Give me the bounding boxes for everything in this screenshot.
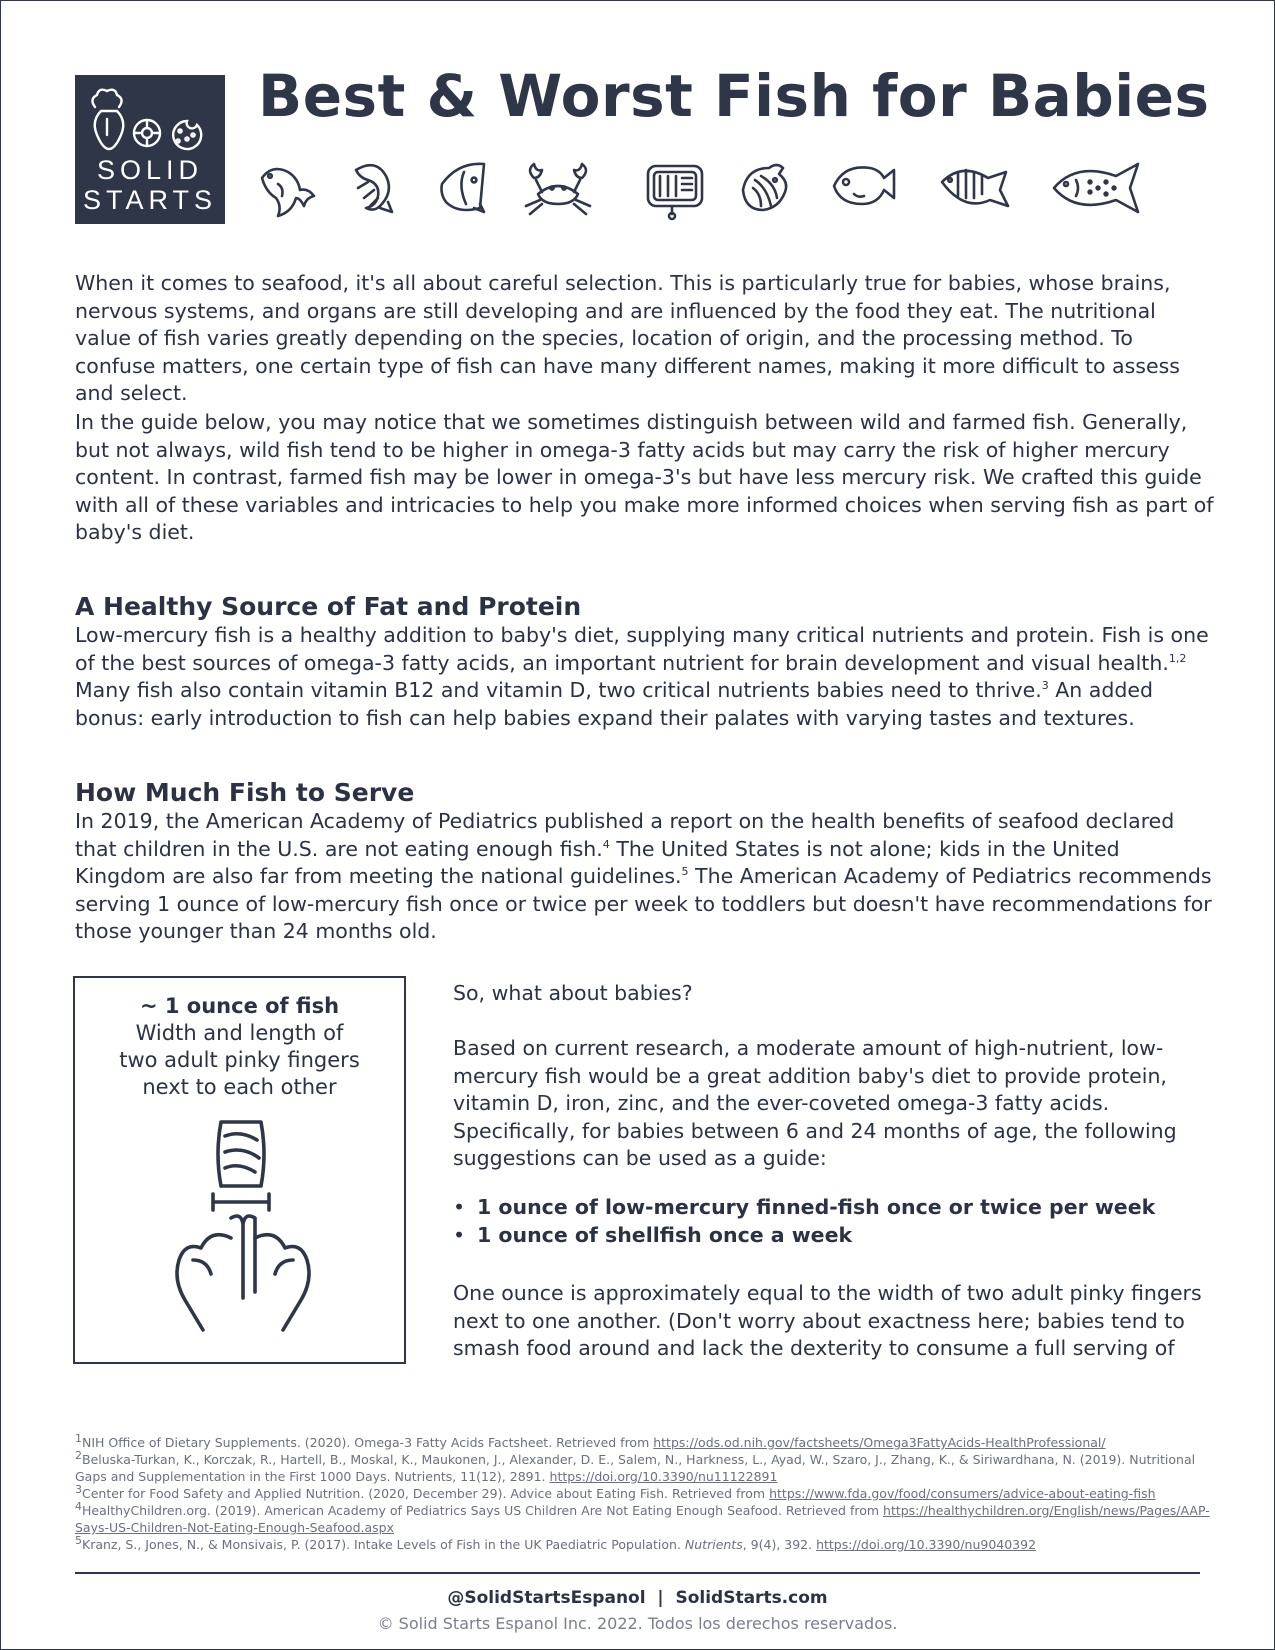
page-title: Best & Worst Fish for Babies (258, 62, 1210, 130)
logo-word-starts: STARTS (82, 185, 218, 215)
how-much-text-1: In 2019, the American Academy of Pediatrics published a report on the health benefits of seafood declared that children in the U.S. are not eating enough fish. (75, 809, 1175, 861)
reference-link[interactable]: https://healthychildren.org/English/news/Pages/AAP-Says-US-Children-Not-Eating-Enough-Seafood.aspx (75, 1503, 1210, 1535)
reference-item: $^3$Center for Food Safety and Applied Nutrition. (2020, December 29). Advice about Eating Fish. Retrieved from https://www.fda.gov/food/consumers/advice-about-eating-fish (75, 1482, 1156, 1501)
pinky-fingers-fish-icon (153, 1118, 333, 1348)
fish-icon (256, 158, 316, 218)
logo-word-solid: SOLID (96, 155, 204, 185)
footnote-ref-4[interactable]: 4 (602, 837, 610, 851)
clownfish-icon (828, 158, 898, 214)
reference-link[interactable]: https://doi.org/10.3390/nu11122891 (549, 1469, 778, 1484)
serving-suggestions-list (453, 1194, 1155, 1249)
reference-item: $^4$HealthyChildren.org. (2019). American Academy of Pediatrics Says US Children Are Not Eating Enough Seafood. Retrieved from https://healthychildren.org/English/news/Pages/AAP-Says-US-Children-Not-Eating-Enough-Seafood.aspx (75, 1499, 1210, 1535)
footnote-ref-3[interactable]: 3 (1041, 679, 1049, 693)
section-how-much-body (75, 808, 1215, 946)
header-icon-row (250, 158, 1210, 228)
striped-fish-icon (936, 158, 1016, 218)
reference-item: $^2$Beluska-Turkan, K., Korczak, R., Hartell, B., Moskal, K., Maukonen, J., Alexander, D. E., Salem, N., Harkness, L., Ayad, W., Szaro, J., Zhang, K., & Siriwardhana, N. (2019). Nutritional Gaps and Supplementation in the First 1000 Days. Nutrients, 11(12), 2891. https://doi.org/10.3390/nu11122891 (75, 1448, 1196, 1484)
round-fish-icon (735, 158, 795, 218)
section-healthy-source-body (75, 622, 1215, 732)
reference-link[interactable]: https://doi.org/10.3390/nu9040392 (816, 1537, 1037, 1552)
healthy-source-text-2: Many fish also contain vitamin B12 and vitamin D, two critical nutrients babies need to thrive. (75, 678, 1042, 702)
sardine-tin-icon (642, 158, 712, 222)
footnote-ref-1-2[interactable]: 1,2 (1168, 651, 1187, 665)
crab-icon (518, 158, 598, 218)
footer-links (0, 1588, 1275, 1608)
references (75, 1431, 1225, 1553)
one-ounce-paragraph: One ounce is approximately equal to the width of two adult pinky fingers next to one another. (Don't worry about exactness here; babies tend to smash food around and lack the dexterity to consume a full serving of (453, 1281, 1202, 1360)
intro-paragraph-2: In the guide below, you may notice that we sometimes distinguish between wild and farmed fish. Generally, but not always, wild fish tend to be higher in omega-3 fatty acids but may carry the risk of higher mercury content. In contrast, farmed fish may be lower in omega-3's but have less mercury risk. We crafted this guide with all of these variables and intricacies to help you make more informed choices when serving fish as part of baby's diet. (75, 410, 1214, 544)
reference-link[interactable]: https://www.fda.gov/food/consumers/advice-about-eating-fish (769, 1486, 1156, 1501)
footer-divider (75, 1572, 1200, 1574)
reference-item: $^5$Kranz, S., Jones, N., & Monsivais, P. (2017). Intake Levels of Fish in the UK Paediatric Population. Nutrients, 9(4), 392. https://doi.org/10.3390/nu9040392 (75, 1533, 1037, 1552)
how-much-text-2: The United States is not alone; kids in the United Kingdom are also far from meeting the national guidelines. (75, 836, 1120, 888)
social-handle-link[interactable]: @SolidStartsEspanol (447, 1588, 646, 1608)
spotted-fish-icon (1050, 158, 1146, 218)
section-heading-healthy-source: A Healthy Source of Fat and Protein (75, 592, 582, 621)
serving-size-box (73, 976, 406, 1364)
babies-answer-paragraph: Based on current research, a moderate amount of high-nutrient, low-mercury fish would be a great addition baby's diet to provide protein, vitamin D, iron, zinc, and the ever-coveted omega-3 fatty acids. Specifically, for babies between 6 and 24 months of age, the following suggestions can be used as a guide: (453, 1036, 1177, 1170)
shrimp-icon (346, 158, 406, 218)
intro-paragraph-1: When it comes to seafood, it's all about careful selection. This is particularly true for babies, whose brains, nervous systems, and organs are still developing and are influenced by the food they eat. The nutritional value of fish varies greatly depending on the species, location of origin, and the processing method. To confuse matters, one certain type of fish can have many different names, making it more difficult to assess and select. (75, 271, 1180, 405)
footnote-ref-5[interactable]: 5 (681, 865, 689, 879)
how-much-text-3: The American Academy of Pediatrics recommends serving 1 ounce of low-mercury fish once or twice per week to toddlers but doesn't have recommendations for those younger than 24 months old. (75, 864, 1212, 943)
website-link[interactable]: SolidStarts.com (675, 1588, 828, 1608)
copyright-notice: © Solid Starts Espanol Inc. 2022. Todos los derechos reservados. (377, 1614, 898, 1633)
list-item: • 1 ounce of shellfish once a week (453, 1222, 1155, 1250)
reference-link[interactable]: https://ods.od.nih.gov/factsheets/Omega3FattyAcids-HealthProfessional/ (653, 1435, 1106, 1450)
healthy-source-text-3: An added bonus: early introduction to fish can help babies expand their palates with varying tastes and textures. (75, 678, 1154, 730)
section-heading-how-much: How Much Fish to Serve (75, 778, 415, 807)
list-item: • 1 ounce of low-mercury finned-fish once or twice per week (453, 1194, 1155, 1222)
reference-item: $^1$NIH Office of Dietary Supplements. (2020). Omega-3 Fatty Acids Factsheet. Retrieved from https://ods.od.nih.gov/factsheets/Omega3FattyAcids-HealthProfessional/ (75, 1431, 1106, 1450)
serving-size-heading: ~ 1 ounce of fish (139, 994, 340, 1018)
solid-starts-logo (75, 75, 225, 224)
babies-question: So, what about babies? (453, 981, 693, 1005)
footer-separator: | (657, 1588, 664, 1608)
fish-head-icon (434, 158, 494, 218)
food-icons-logo-graphic (85, 85, 215, 155)
serving-size-description: Width and length of two adult pinky fingers next to each other (119, 1021, 360, 1099)
healthy-source-text-1: Low-mercury fish is a healthy addition to baby's diet, supplying many critical nutrients and protein. Fish is one of the best sources of omega-3 fatty acids, an important nutrient for brain development and visual health. (75, 623, 1209, 675)
